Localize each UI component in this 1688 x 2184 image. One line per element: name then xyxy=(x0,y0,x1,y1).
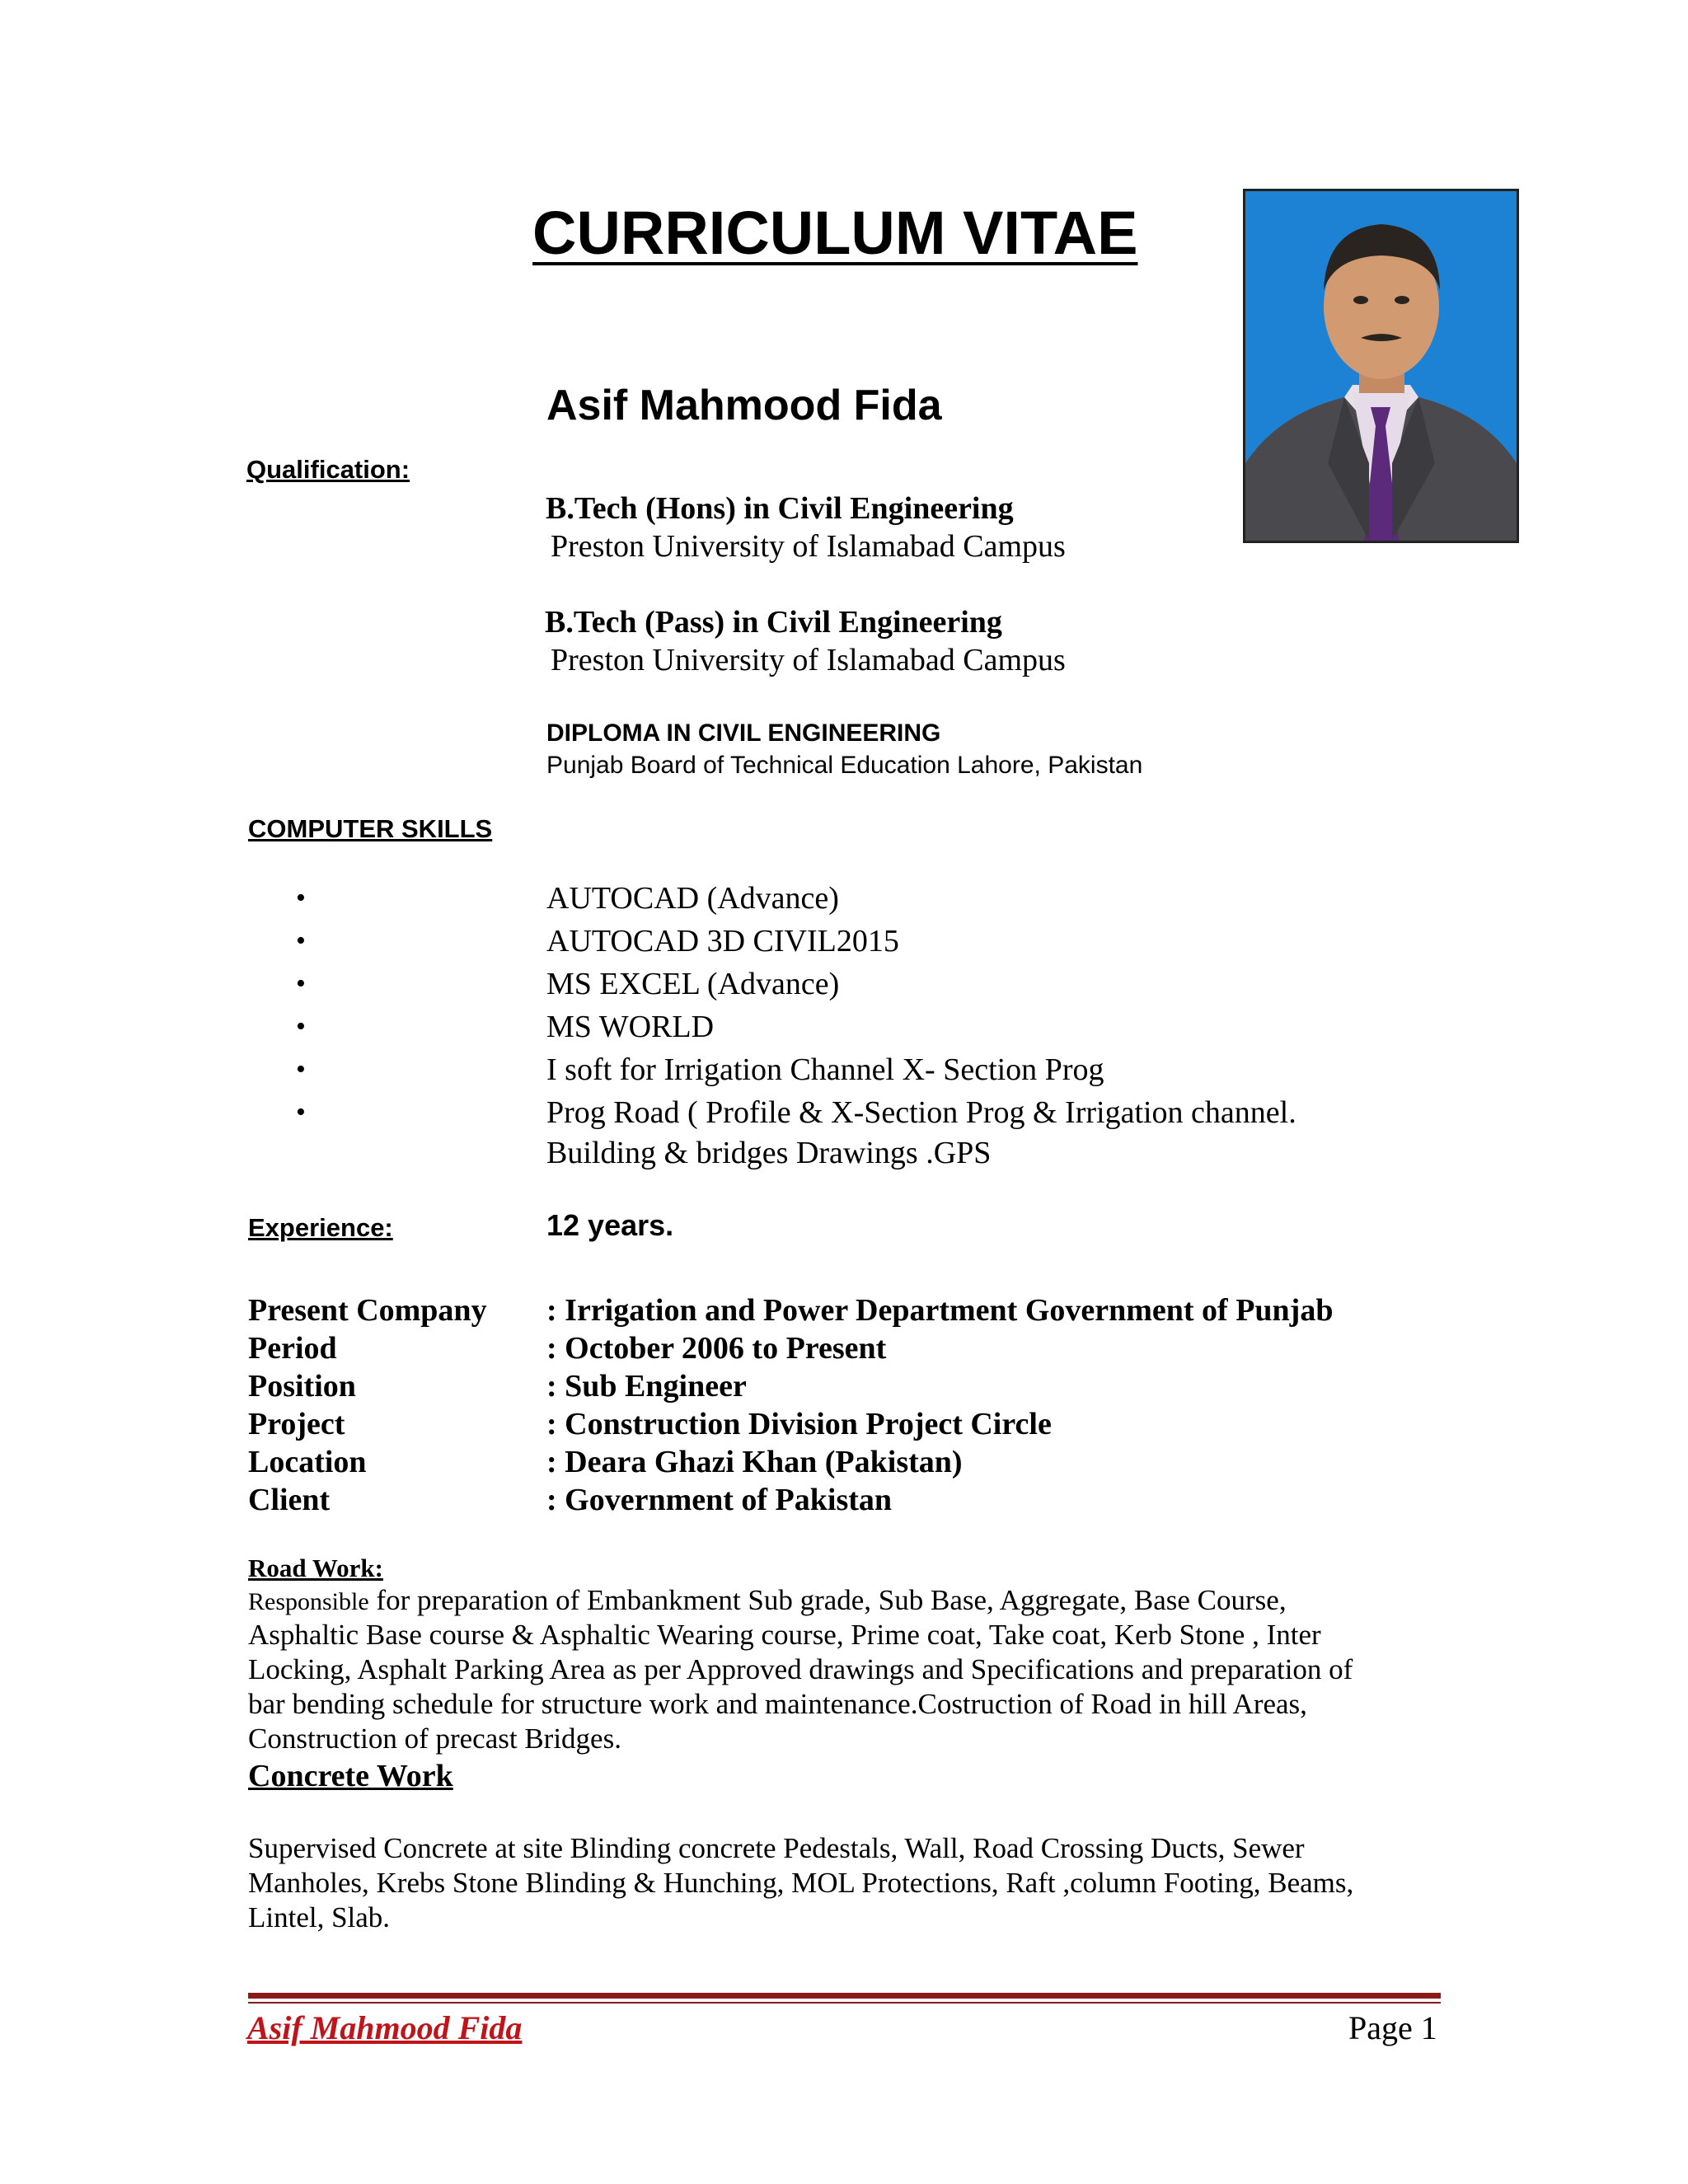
institution-1: Preston University of Islamabad Campus xyxy=(551,529,1066,564)
job-label-period: Period xyxy=(248,1331,337,1366)
job-label-project: Project xyxy=(248,1407,345,1441)
skill-item: MS WORLD xyxy=(546,1010,715,1044)
road-work-first-word: Responsible xyxy=(248,1588,369,1615)
job-label-company: Present Company xyxy=(248,1293,487,1328)
candidate-name: Asif Mahmood Fida xyxy=(546,382,942,429)
job-value-project: : Construction Division Project Circle xyxy=(546,1407,1052,1441)
person-portrait-icon xyxy=(1245,191,1517,541)
computer-skills-label: COMPUTER SKILLS xyxy=(248,814,493,843)
skill-item: Prog Road ( Profile & X-Section Prog & Irrigation channel. xyxy=(546,1095,1296,1130)
bullet-icon: • xyxy=(296,1011,306,1042)
skill-item-continuation: Building & bridges Drawings .GPS xyxy=(546,1136,992,1170)
road-work-line-4: bar bending schedule for structure work and maintenance.Costruction of Road in hill Areas, xyxy=(248,1688,1307,1720)
road-work-line-1 xyxy=(248,1584,1287,1617)
concrete-work-heading: Concrete Work xyxy=(248,1759,453,1793)
road-work-line-5: Construction of precast Bridges. xyxy=(248,1722,621,1755)
job-value-company: : Irrigation and Power Department Government of Punjab xyxy=(546,1293,1334,1328)
bullet-icon: • xyxy=(296,1097,306,1127)
institution-2: Preston University of Islamabad Campus xyxy=(551,643,1066,677)
skill-item: I soft for Irrigation Channel X- Section Prog xyxy=(546,1052,1104,1087)
bullet-icon: • xyxy=(296,1054,306,1085)
page-number: Page 1 xyxy=(1348,2009,1437,2046)
job-label-client: Client xyxy=(248,1483,331,1517)
footer-name: Asif Mahmood Fida xyxy=(247,2009,523,2046)
footer-rule-thin xyxy=(248,2002,1441,2004)
page-title: CURRICULUM VITAE xyxy=(532,199,1138,267)
job-value-position: : Sub Engineer xyxy=(546,1369,747,1404)
degree-2: B.Tech (Pass) in Civil Engineering xyxy=(545,605,1002,640)
job-label-location: Location xyxy=(248,1445,367,1479)
skill-item: AUTOCAD (Advance) xyxy=(546,881,839,916)
bullet-icon: • xyxy=(296,926,306,956)
concrete-work-line-2: Manholes, Krebs Stone Blinding & Hunching, MOL Protections, Raft ,column Footing, Beams, xyxy=(248,1867,1354,1899)
job-value-client: : Government of Pakistan xyxy=(546,1483,893,1517)
road-work-line-2: Asphaltic Base course & Asphaltic Wearing course, Prime coat, Take coat, Kerb Stone , Inter xyxy=(248,1619,1321,1651)
bullet-icon: • xyxy=(296,968,306,999)
profile-photo xyxy=(1243,189,1519,543)
bullet-icon: • xyxy=(296,883,306,913)
experience-value: 12 years. xyxy=(546,1208,674,1242)
job-value-period: : October 2006 to Present xyxy=(546,1331,887,1366)
degree-3: DIPLOMA IN CIVIL ENGINEERING xyxy=(546,719,941,747)
job-label-position: Position xyxy=(248,1369,356,1404)
skill-item: MS EXCEL (Advance) xyxy=(546,967,840,1001)
road-work-heading: Road Work: xyxy=(248,1554,383,1582)
degree-1: B.Tech (Hons) in Civil Engineering xyxy=(546,491,1014,526)
institution-3: Punjab Board of Technical Education Lahore, Pakistan xyxy=(546,752,1143,779)
job-value-location: : Deara Ghazi Khan (Pakistan) xyxy=(546,1445,963,1479)
road-work-line-3: Locking, Asphalt Parking Area as per Approved drawings and Specifications and preparation of xyxy=(248,1653,1353,1685)
experience-label: Experience: xyxy=(248,1213,393,1242)
concrete-work-line-1: Supervised Concrete at site Blinding concrete Pedestals, Wall, Road Crossing Ducts, Sewer xyxy=(248,1832,1305,1864)
skill-item: AUTOCAD 3D CIVIL2015 xyxy=(546,924,899,958)
concrete-work-line-3: Lintel, Slab. xyxy=(248,1901,391,1933)
qualification-label: Qualification: xyxy=(246,455,410,484)
footer-rule-thick xyxy=(248,1993,1441,1999)
road-work-line-1-text: for preparation of Embankment Sub grade, Sub Base, Aggregate, Base Course, xyxy=(368,1584,1287,1616)
